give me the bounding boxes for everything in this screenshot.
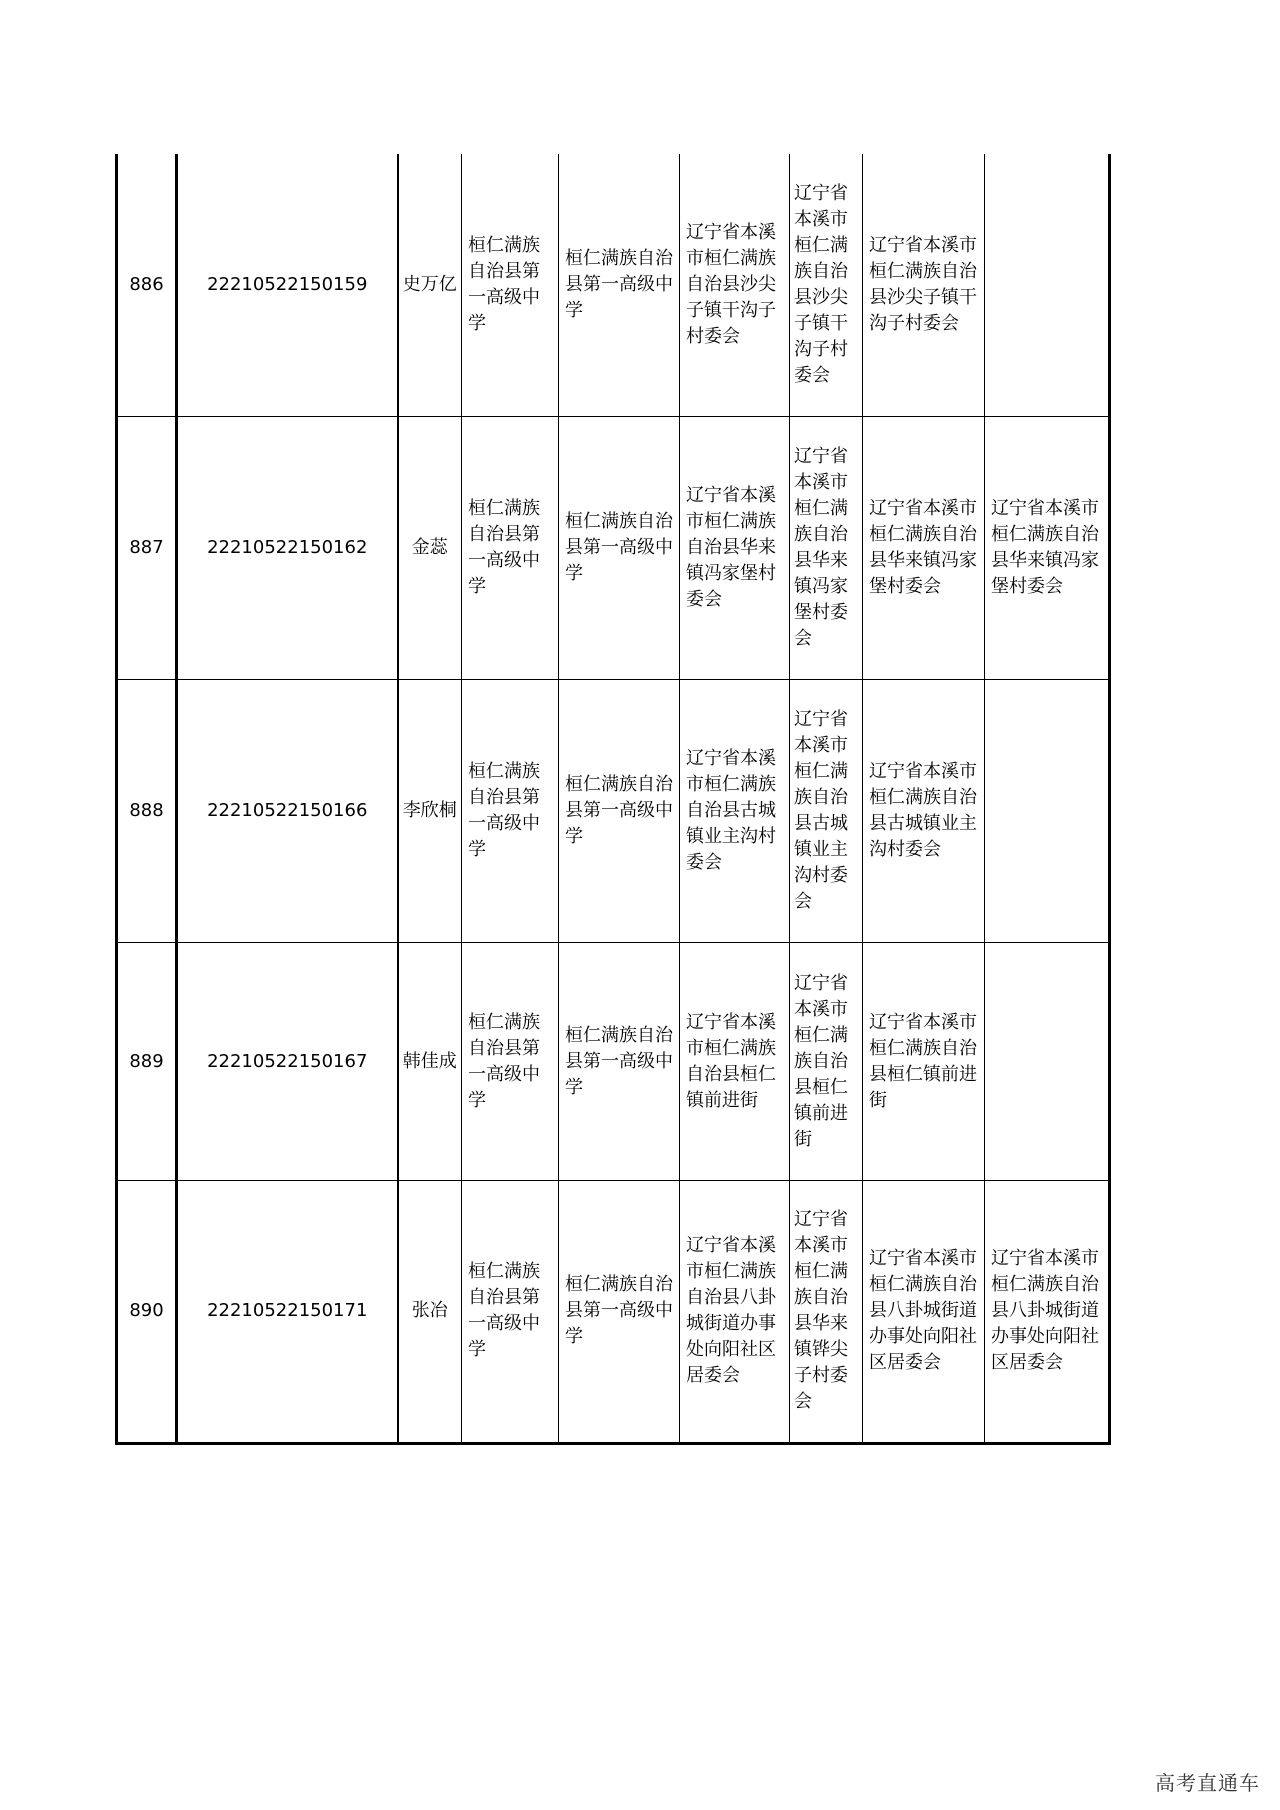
name-cell: 李欣桐 <box>398 680 462 943</box>
school-cell-2: 桓仁满族自治县第一高级中学 <box>559 680 680 943</box>
table-row <box>117 680 1110 943</box>
exam-id-cell: 22210522150159 <box>177 154 398 417</box>
school-cell-2: 桓仁满族自治县第一高级中学 <box>559 417 680 680</box>
school-cell: 桓仁满族自治县第一高级中学 <box>462 1180 559 1443</box>
residence-cell: 辽宁省本溪市桓仁满族自治县八卦城街道办事处向阳社区居委会 <box>863 1180 985 1443</box>
seq-cell: 890 <box>117 1180 177 1443</box>
name-cell: 史万亿 <box>398 154 462 417</box>
address-cell: 辽宁省本溪市桓仁满族自治县华来镇冯家堡村委会 <box>680 417 790 680</box>
hukou-cell: 辽宁省本溪市桓仁满族自治县古城镇业主沟村委会 <box>790 680 863 943</box>
school-cell: 桓仁满族自治县第一高级中学 <box>462 154 559 417</box>
exam-id-cell: 22210522150171 <box>177 1180 398 1443</box>
seq-cell: 888 <box>117 680 177 943</box>
table-row <box>117 154 1110 417</box>
hukou-cell: 辽宁省本溪市桓仁满族自治县桓仁镇前进街 <box>790 943 863 1181</box>
residence-cell: 辽宁省本溪市桓仁满族自治县沙尖子镇干沟子村委会 <box>863 154 985 417</box>
student-list-table <box>115 154 1111 1445</box>
school-cell-2: 桓仁满族自治县第一高级中学 <box>559 1180 680 1443</box>
address-cell: 辽宁省本溪市桓仁满族自治县八卦城街道办事处向阳社区居委会 <box>680 1180 790 1443</box>
extra-address-cell: 辽宁省本溪市桓仁满族自治县八卦城街道办事处向阳社区居委会 <box>985 1180 1110 1443</box>
residence-cell: 辽宁省本溪市桓仁满族自治县华来镇冯家堡村委会 <box>863 417 985 680</box>
exam-id-cell: 22210522150162 <box>177 417 398 680</box>
exam-id-cell: 22210522150166 <box>177 680 398 943</box>
hukou-cell: 辽宁省本溪市桓仁满族自治县沙尖子镇干沟子村委会 <box>790 154 863 417</box>
extra-address-cell <box>985 154 1110 417</box>
name-cell: 金蕊 <box>398 417 462 680</box>
table-row <box>117 943 1110 1181</box>
extra-address-cell <box>985 943 1110 1181</box>
school-cell: 桓仁满族自治县第一高级中学 <box>462 417 559 680</box>
residence-cell: 辽宁省本溪市桓仁满族自治县桓仁镇前进街 <box>863 943 985 1181</box>
extra-address-cell <box>985 680 1110 943</box>
extra-address-cell: 辽宁省本溪市桓仁满族自治县华来镇冯家堡村委会 <box>985 417 1110 680</box>
name-cell: 张冶 <box>398 1180 462 1443</box>
table-row <box>117 1180 1110 1443</box>
hukou-cell: 辽宁省本溪市桓仁满族自治县华来镇铧尖子村委会 <box>790 1180 863 1443</box>
seq-cell: 886 <box>117 154 177 417</box>
name-cell: 韩佳成 <box>398 943 462 1181</box>
school-cell: 桓仁满族自治县第一高级中学 <box>462 680 559 943</box>
hukou-cell: 辽宁省本溪市桓仁满族自治县华来镇冯家堡村委会 <box>790 417 863 680</box>
school-cell: 桓仁满族自治县第一高级中学 <box>462 943 559 1181</box>
seq-cell: 889 <box>117 943 177 1181</box>
address-cell: 辽宁省本溪市桓仁满族自治县古城镇业主沟村委会 <box>680 680 790 943</box>
seq-cell: 887 <box>117 417 177 680</box>
watermark-text: 高考直通车 <box>1155 1771 1260 1795</box>
address-cell: 辽宁省本溪市桓仁满族自治县沙尖子镇干沟子村委会 <box>680 154 790 417</box>
school-cell-2: 桓仁满族自治县第一高级中学 <box>559 154 680 417</box>
school-cell-2: 桓仁满族自治县第一高级中学 <box>559 943 680 1181</box>
residence-cell: 辽宁省本溪市桓仁满族自治县古城镇业主沟村委会 <box>863 680 985 943</box>
address-cell: 辽宁省本溪市桓仁满族自治县桓仁镇前进街 <box>680 943 790 1181</box>
table-row <box>117 417 1110 680</box>
exam-id-cell: 22210522150167 <box>177 943 398 1181</box>
